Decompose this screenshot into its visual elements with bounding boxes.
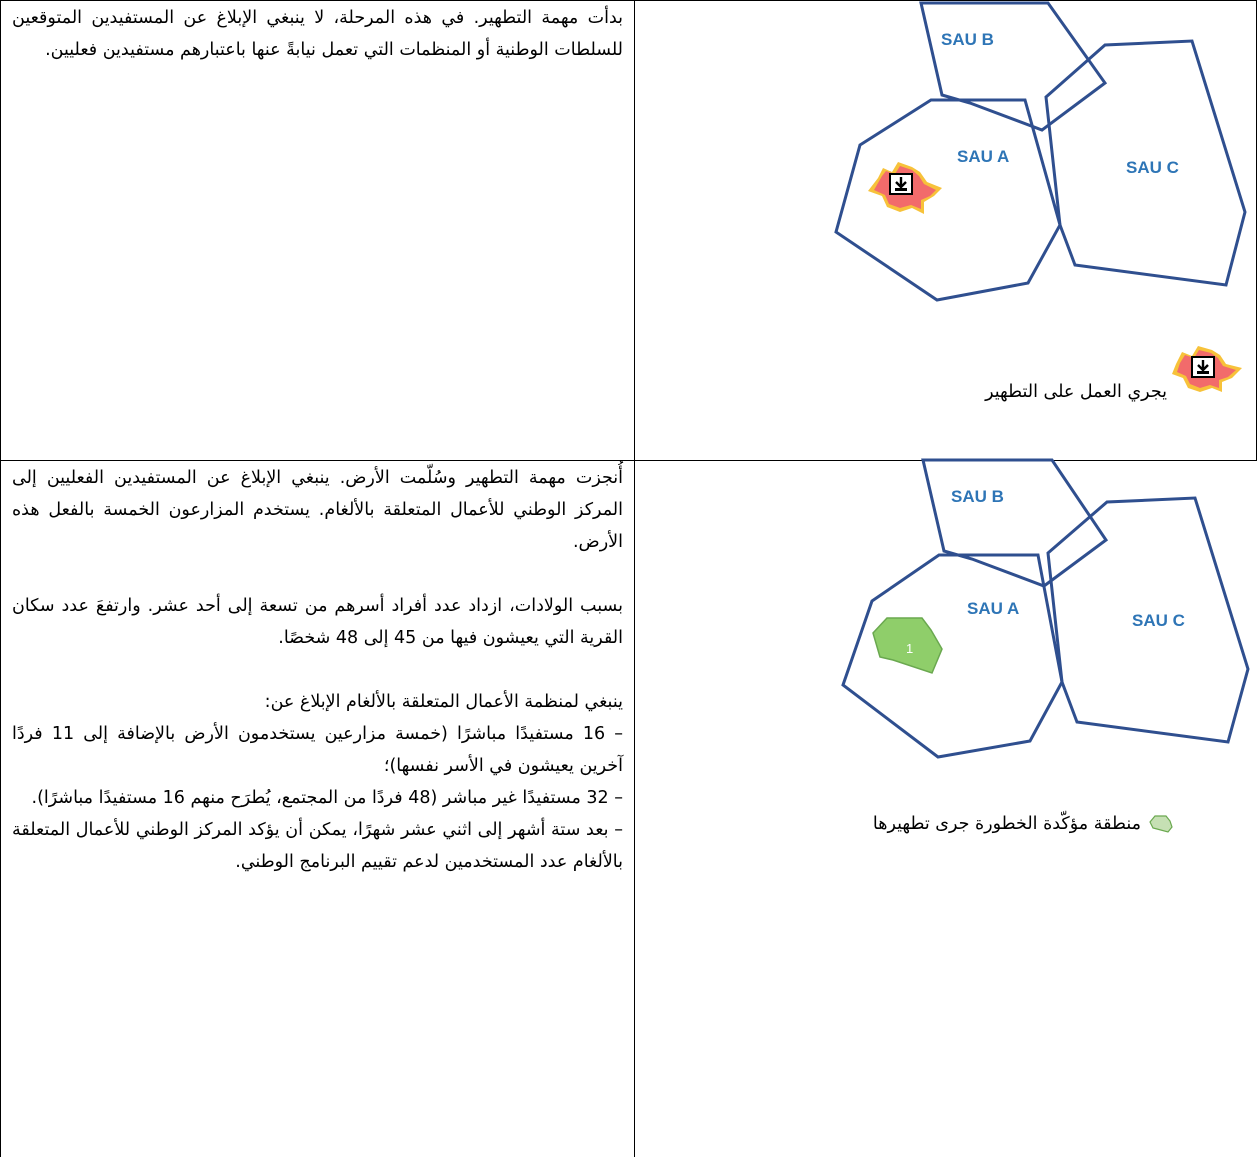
sau-b-outline [923, 460, 1106, 586]
row1-text-cell [12, 2, 623, 66]
row2-paragraph-6: – بعد ستة أشهر إلى اثني عشر شهرًا، يمكن أن يؤكد المركز الوطني للأعمال المتعلقة بالألغام عدد المستخدمين لدعم تقييم البرنامج الوطني. [12, 820, 623, 872]
sau-a-label: SAU A [967, 599, 1020, 618]
clearance-in-progress-icon [868, 162, 942, 214]
legend-clearance-in-progress-label: يجري العمل على التطهير [985, 382, 1167, 402]
row2-paragraph-1: أُنجزت مهمة التطهير وسُلّمت الأرض. ينبغي الإبلاغ عن المستفيدين الفعليين إلى المركز الوطني للأعمال المتعلقة بالألغام. يستخدم المزارعون الخمسة بالفعل هذه الأرض. [12, 468, 623, 552]
row2-paragraph-2: بسبب الولادات، ازداد عدد أفراد أسرهم من تسعة إلى أحد عشر. وارتفعَ عدد سكان القرية التي يعيشون فيها من 45 إلى 48 شخصًا. [12, 596, 623, 648]
row2-paragraph-5: – 32 مستفيدًا غير مباشر (48 فردًا من المجتمع، يُطرَح منهم 16 مستفيدًا مباشرًا). [31, 788, 623, 808]
sau-b-outline [921, 3, 1105, 130]
sau-c-label: SAU C [1126, 158, 1179, 177]
legend-cleared-hazard-area-label: منطقة مؤكّدة الخطورة جرى تطهيرها [872, 814, 1141, 834]
table-column-divider [634, 0, 635, 1157]
area-number-label: 1 [906, 641, 914, 656]
sau-a-label: SAU A [957, 147, 1010, 166]
row1-sau-diagram [820, 0, 1257, 320]
row2-text-cell [12, 462, 623, 878]
row1-paragraph: بدأت مهمة التطهير. في هذه المرحلة، لا ينبغي الإبلاغ عن المستفيدين المتوقعين للسلطات الوطنية أو المنظمات التي تعمل نيابةً عنها باعتبارهم مستفيدين فعليين. [12, 8, 623, 60]
sau-c-label: SAU C [1132, 611, 1185, 630]
legend-clearance-in-progress-icon [1170, 344, 1246, 394]
sau-b-label: SAU B [941, 30, 994, 49]
row2-sau-diagram [820, 455, 1257, 775]
cleared-hazard-area-icon [873, 618, 942, 673]
legend-cleared-hazard-area-icon [1148, 814, 1174, 834]
sau-a-outline [843, 555, 1062, 757]
sau-a-outline [836, 100, 1060, 300]
row2-paragraph-3: ينبغي لمنظمة الأعمال المتعلقة بالألغام الإبلاغ عن: [264, 692, 623, 712]
table-left-border [0, 0, 1, 1157]
row2-paragraph-4: – 16 مستفيدًا مباشرًا (خمسة مزارعين يستخدمون الأرض بالإضافة إلى 11 فردًا آخرين يعيشون في الأسر نفسها)؛ [12, 724, 623, 776]
sau-b-label: SAU B [951, 487, 1004, 506]
